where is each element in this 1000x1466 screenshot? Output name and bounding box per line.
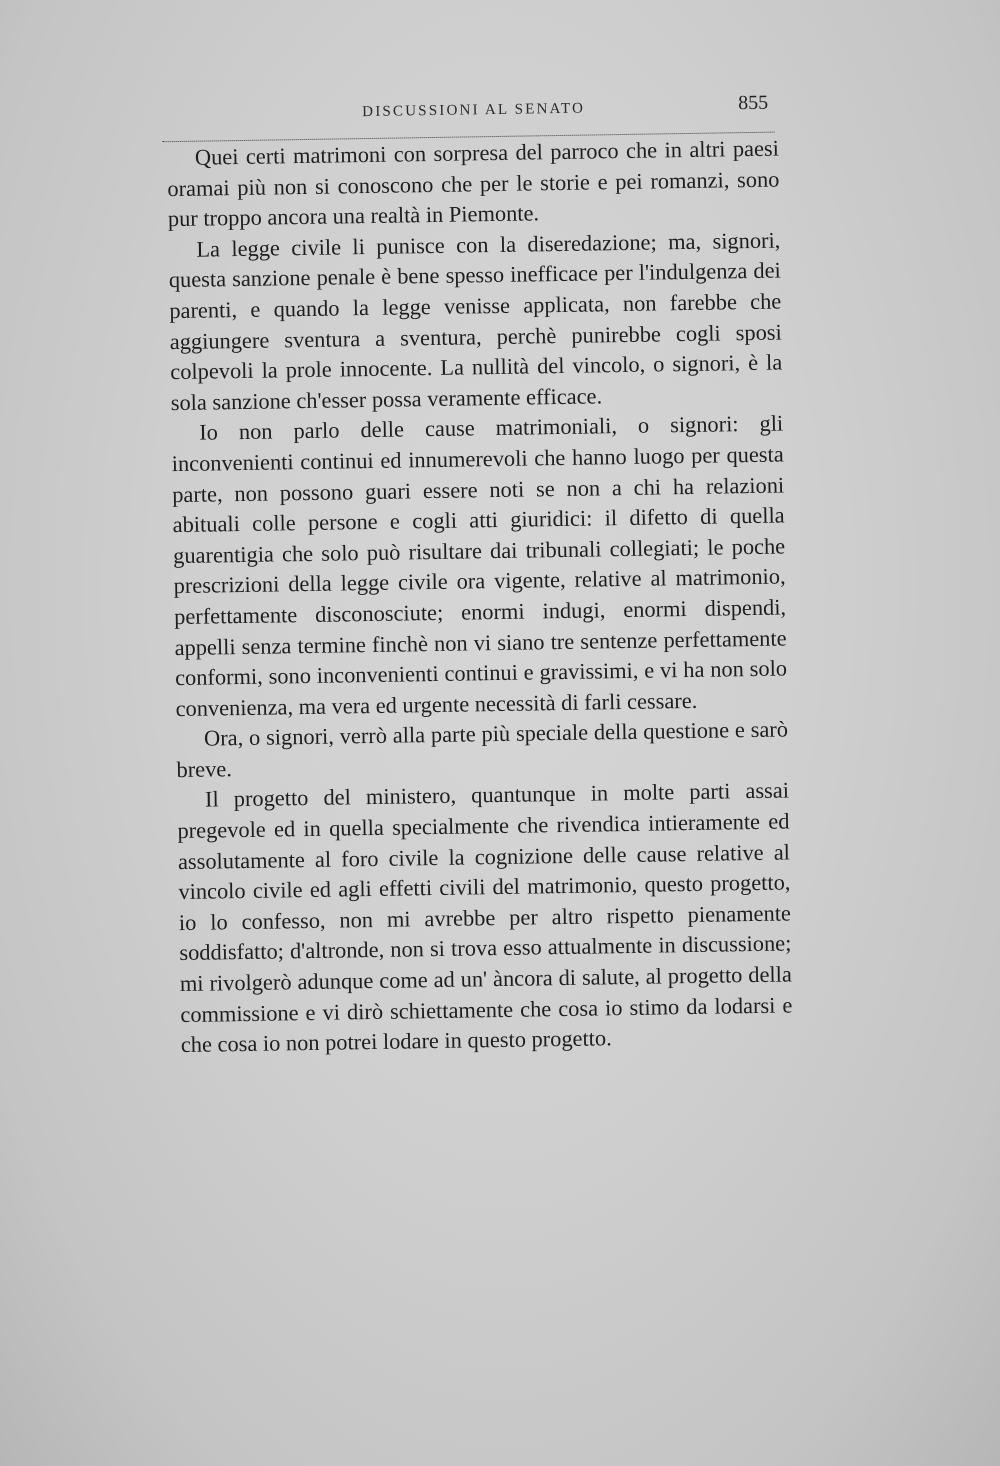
paragraph-3: Io non parlo delle cause matrimoniali, o signori: gli inconvenienti continui ed innumerevoli che hanno luogo per questa parte, non possono guari essere noti se non a chi ha relazioni abituali colle persone e cogli atti giuridici: il difetto di quella guarentigia che solo può risultare dai tribunali collegiati; le poche prescrizioni della legge civile ora vigente, relative al matrimonio, perfettamente disconosciute; enormi indugi, enormi dispendi, appelli senza termine finchè non vi siano tre sentenze perfettamente conformi, sono inconvenienti continui e gravissimi, e vi ha non solo convenienza, ma vera ed urgente necessità di farli cessare.: [171, 410, 788, 721]
paragraph-2: La legge civile li punisce con la diseredazione; ma, signori, questa sanzione penale è bene spesso inefficace per l'indulgenza dei parenti, e quando la legge venisse applicata, non farebbe che aggiungere sventura a sventura, perchè punirebbe cogli sposi colpevoli la prole innocente. La nullità del vincolo, o signori, è la sola sanzione ch'esser possa veramente efficace.: [168, 227, 783, 415]
page-number: 855: [737, 91, 769, 115]
paragraph-5: Il progetto del ministero, quantunque in molte parti assai pregevole ed in quella specialmente che rivendica intieramente ed assolutamente al foro civile la cognizione delle cause relative al vincolo civile ed agli effetti civili del matrimonio, questo progetto, io lo confesso, non mi avrebbe per altro rispetto pienamente soddisfatto; d'altronde, non si trova esso attualmente in discussione; mi rivolgerò adunque come ad un' àncora di salute, al progetto della commissione e vi dirò schiettamente che cosa io stimo da lodarsi e che cosa io non potrei lodare in questo progetto.: [177, 777, 793, 1058]
paragraph-1: Quei certi matrimoni con sorpresa del parroco che in altri paesi oramai più non si conoscono che per le storie e pei romanzi, sono pur troppo ancora una realtà in Piemonte.: [167, 135, 780, 232]
body-text: [167, 134, 793, 1061]
paragraph-4: Ora, o signori, verrò alla parte più speciale della questione e sarò breve.: [176, 716, 789, 782]
running-title: DISCUSSIONI AL SENATO: [362, 100, 586, 121]
